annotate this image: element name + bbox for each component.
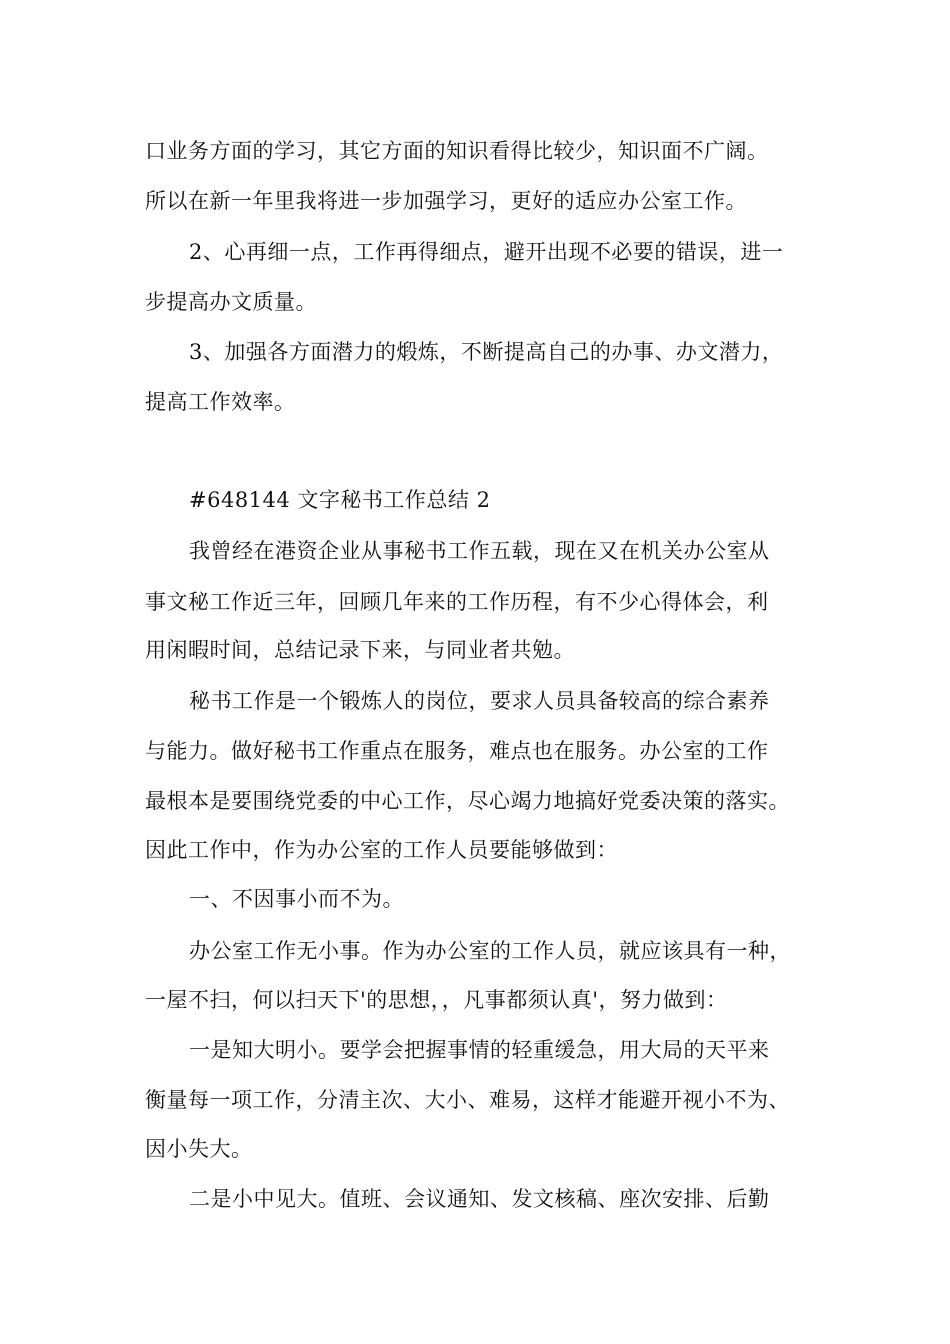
section-heading: #648144 文字秘书工作总结 2 bbox=[189, 488, 491, 512]
paragraph-line: 一、不因事小而不为。 bbox=[189, 887, 404, 911]
paragraph-line: 秘书工作是一个锻炼人的岗位，要求人员具备较高的综合素养 bbox=[189, 689, 770, 713]
paragraph-line: 我曾经在港资企业从事秘书工作五载，现在又在机关办公室从 bbox=[189, 539, 770, 563]
paragraph-line: 所以在新一年里我将进一步加强学习，更好的适应办公室工作。 bbox=[145, 189, 747, 213]
paragraph-line: 2、心再细一点，工作再得细点，避开出现不必要的错误，进一 bbox=[189, 240, 784, 264]
paragraph-line: 步提高办文质量。 bbox=[145, 290, 317, 314]
paragraph-line: 最根本是要围绕党委的中心工作，尽心竭力地搞好党委决策的落实。 bbox=[145, 789, 790, 813]
paragraph-line: 3、加强各方面潜力的煅炼，不断提高自己的办事、办文潜力， bbox=[189, 340, 784, 364]
paragraph-line: 一是知大明小。要学会把握事情的轻重缓急，用大局的天平来 bbox=[189, 1038, 770, 1062]
paragraph-line: 提高工作效率。 bbox=[145, 390, 296, 414]
paragraph-line: 用闲暇时间，总结记录下来，与同业者共勉。 bbox=[145, 638, 575, 662]
paragraph-line: 一屋不扫，何以扫天下'的思想，，凡事都须认真'，努力做到： bbox=[145, 988, 728, 1012]
paragraph-line: 二是小中见大。值班、会议通知、发文核稿、座次安排、后勤 bbox=[189, 1187, 770, 1211]
paragraph-line: 与能力。做好秘书工作重点在服务，难点也在服务。办公室的工作 bbox=[145, 739, 769, 763]
paragraph-line: 办公室工作无小事。作为办公室的工作人员，就应该具有一种， bbox=[189, 939, 791, 963]
paragraph-line: 因小失大。 bbox=[145, 1137, 253, 1161]
paragraph-line: 衡量每一项工作，分清主次、大小、难易，这样才能避开视小不为、 bbox=[145, 1088, 790, 1112]
paragraph-line: 因此工作中，作为办公室的工作人员要能够做到： bbox=[145, 838, 618, 862]
paragraph-line: 口业务方面的学习，其它方面的知识看得比较少，知识面不广阔。 bbox=[145, 139, 769, 163]
paragraph-line: 事文秘工作近三年，回顾几年来的工作历程，有不少心得体会，利 bbox=[145, 590, 769, 614]
